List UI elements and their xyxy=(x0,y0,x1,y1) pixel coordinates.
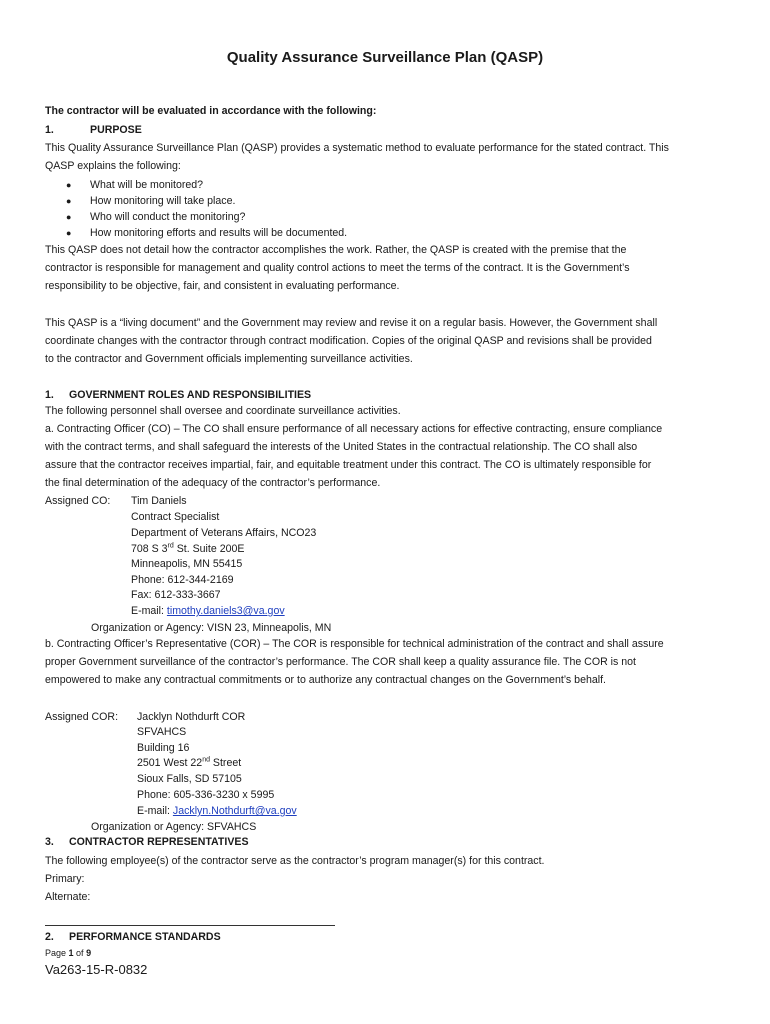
assigned-cor-label: Assigned COR: xyxy=(45,711,119,723)
paragraph-line: empowered to make any contractual commitments or to authorize any contractual changes on the Government’s behalf. xyxy=(45,674,606,686)
primary-label: Primary: xyxy=(45,873,85,885)
section-number: 1. xyxy=(45,389,54,401)
paragraph-line: a. Contracting Officer (CO) – The CO shall ensure performance of all necessary actions for effective contracting, ensure compliance xyxy=(45,423,663,435)
cor-email: E-mail: Jacklyn.Nothdurft@va.gov xyxy=(137,805,297,817)
section-number: 3. xyxy=(45,836,54,848)
co-email: E-mail: timothy.daniels3@va.gov xyxy=(131,605,285,617)
bullet-icon: ● xyxy=(66,212,72,222)
paragraph-line: with the contract terms, and shall safeguard the interests of the United States in the contractual relationship. The CO shall also xyxy=(45,441,638,453)
co-street: 708 S 3rd St. Suite 200E xyxy=(131,542,245,555)
cor-name: Jacklyn Nothdurft COR xyxy=(137,711,246,723)
page-number: Page 1 of 9 xyxy=(45,948,92,958)
page-title: Quality Assurance Surveillance Plan (QASP) xyxy=(226,49,544,66)
paragraph-line: coordinate changes with the contractor through contract modification. Copies of the original QASP and revisions shall be provided xyxy=(45,335,652,347)
list-item: ● What will be monitored? xyxy=(66,179,204,191)
list-item: ● How monitoring efforts and results will be documented. xyxy=(66,227,348,239)
paragraph-line: contractor is responsible for management and quality control actions to meet the terms of the contract. It is the Government’s xyxy=(45,262,630,274)
cor-organization: Organization or Agency: SFVAHCS xyxy=(91,821,257,833)
paragraph-line: to the contractor and Government officials implementing surveillance activities. xyxy=(45,353,413,365)
document-id: Va263-15-R-0832 xyxy=(45,962,148,977)
section-purpose-heading xyxy=(45,123,735,137)
section-standards-heading xyxy=(45,930,735,944)
section-title: PERFORMANCE STANDARDS xyxy=(69,931,221,943)
co-email-link[interactable]: timothy.daniels3@va.gov xyxy=(166,605,285,617)
co-title: Contract Specialist xyxy=(131,511,220,523)
paragraph-line: This QASP is a “living document” and the Government may review and revise it on a regular basis. However, the Government shall xyxy=(45,317,658,329)
cor-email-link[interactable]: Jacklyn.Nothdurft@va.gov xyxy=(172,805,297,817)
co-fax: Fax: 612-333-3667 xyxy=(131,589,221,601)
paragraph-line: The following personnel shall oversee and coordinate surveillance activities. xyxy=(45,405,401,417)
co-name: Tim Daniels xyxy=(131,495,187,507)
bullet-icon: ● xyxy=(66,196,72,206)
paragraph-line: assure that the contractor receives impartial, fair, and equitable treatment under this contract. The CO is ultimately responsible for xyxy=(45,459,652,471)
cor-building: Building 16 xyxy=(137,742,190,754)
co-phone: Phone: 612-344-2169 xyxy=(131,574,234,586)
section-title: PURPOSE xyxy=(90,124,142,136)
cor-city: Sioux Falls, SD 57105 xyxy=(137,773,242,785)
paragraph-line: QASP explains the following: xyxy=(45,160,181,172)
section-roles-heading xyxy=(45,388,735,402)
list-item: ● How monitoring will take place. xyxy=(66,195,236,207)
paragraph-line: This Quality Assurance Surveillance Plan (QASP) provides a systematic method to evaluate performance for the stated contract. This xyxy=(45,142,669,154)
alternate-label: Alternate: xyxy=(45,891,91,903)
cor-street: 2501 West 22nd Street xyxy=(137,756,242,769)
divider xyxy=(45,925,335,926)
bullet-icon: ● xyxy=(66,180,72,190)
paragraph-line: This QASP does not detail how the contractor accomplishes the work. Rather, the QASP is created with the premise that the xyxy=(45,244,627,256)
co-organization: Organization or Agency: VISN 23, Minneapolis, MN xyxy=(91,622,332,634)
section-contractor-heading xyxy=(45,835,735,849)
co-city: Minneapolis, MN 55415 xyxy=(131,558,243,570)
bullet-icon: ● xyxy=(66,228,72,238)
paragraph-line: b. Contracting Officer’s Representative (COR) – The COR is responsible for technical administration of the contract and shall assure xyxy=(45,638,664,650)
intro-text: The contractor will be evaluated in accordance with the following: xyxy=(45,105,377,117)
section-title: CONTRACTOR REPRESENTATIVES xyxy=(69,836,249,848)
section-number: 2. xyxy=(45,931,54,943)
section-title: GOVERNMENT ROLES AND RESPONSIBILITIES xyxy=(69,389,312,401)
assigned-co-label: Assigned CO: xyxy=(45,495,111,507)
paragraph-line: The following employee(s) of the contractor serve as the contractor’s program manager(s) for this contract. xyxy=(45,855,545,867)
section-number: 1. xyxy=(45,124,54,136)
paragraph-line: proper Government surveillance of the contractor’s performance. The COR shall keep a quality assurance file. The COR is not xyxy=(45,656,636,668)
cor-org-short: SFVAHCS xyxy=(137,726,187,738)
paragraph-line: responsibility to be objective, fair, and consistent in evaluating performance. xyxy=(45,280,400,292)
co-department: Department of Veterans Affairs, NCO23 xyxy=(131,527,317,539)
paragraph-line: the final determination of the adequacy of the contractor’s performance. xyxy=(45,477,381,489)
cor-phone: Phone: 605-336-3230 x 5995 xyxy=(137,789,275,801)
list-item: ● Who will conduct the monitoring? xyxy=(66,211,246,223)
